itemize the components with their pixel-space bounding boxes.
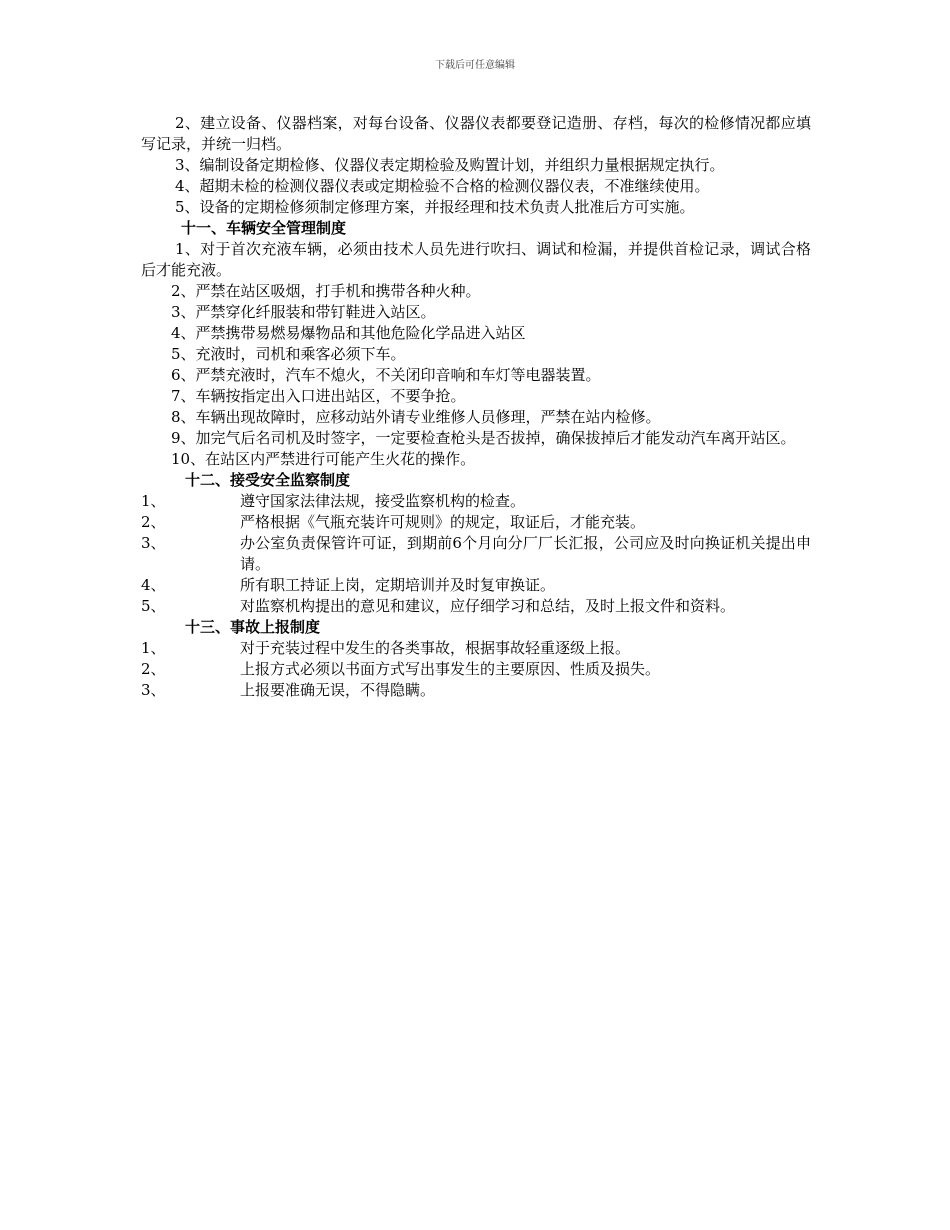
list-item [141, 491, 811, 512]
item-number: 3、 [141, 681, 166, 699]
page-header: 下载后可任意编辑 [435, 60, 515, 71]
item-text: 办公室负责保管许可证，到期前6个月向分厂厂长汇报，公司应及时向换证机关提出申请。 [240, 534, 811, 573]
item-text: 对监察机构提出的意见和建议，应仔细学习和总结，及时上报文件和资料。 [240, 597, 736, 615]
item-text: 上报方式必须以书面方式写出事发生的主要原因、性质及损失。 [240, 660, 661, 678]
list-item: 5、充液时，司机和乘客必须下车。 [171, 345, 406, 363]
item-number: 3、 [141, 534, 166, 552]
item-number: 4、 [141, 576, 166, 594]
list-item [141, 638, 811, 659]
item-number: 2、 [141, 513, 166, 531]
list-item: 7、车辆按指定出入口进出站区，不要争抢。 [171, 387, 466, 405]
item-number: 2、 [141, 660, 166, 678]
list-item [141, 659, 811, 680]
item-text: 所有职工持证上岗，定期培训并及时复审换证。 [240, 576, 556, 594]
paragraph: 3、编制设备定期检修、仪器仪表定期检验及购置计划，并组织力量根据规定执行。 [175, 156, 725, 174]
list-item: 4、严禁携带易燃易爆物品和其他危险化学品进入站区 [171, 324, 526, 342]
paragraph: 5、设备的定期检修须制定修理方案，并报经理和技术负责人批准后方可实施。 [175, 198, 695, 216]
list-item: 1、对于首次充液车辆，必须由技术人员先进行吹扫、调试和检漏，并提供首检记录，调试合格后才能充液。 [141, 240, 811, 279]
list-item: 8、车辆出现故障时，应移动站外请专业维修人员修理，严禁在站内检修。 [171, 408, 661, 426]
list-item [141, 533, 811, 575]
list-item: 10、在站区内严禁进行可能产生火花的操作。 [171, 450, 476, 468]
list-item: 6、严禁充液时，汽车不熄火，不关闭印音响和车灯等电器装置。 [171, 366, 601, 384]
item-text: 严格根据《气瓶充装许可规则》的规定，取证后，才能充装。 [240, 513, 646, 531]
list-item: 2、严禁在站区吸烟，打手机和携带各种火种。 [171, 282, 481, 300]
item-text: 遵守国家法律法规，接受监察机构的检查。 [240, 492, 526, 510]
paragraph: 4、超期未检的检测仪器仪表或定期检验不合格的检测仪器仪表，不准继续使用。 [175, 177, 710, 195]
list-item [141, 596, 811, 617]
item-number: 1、 [141, 639, 166, 657]
list-item [141, 575, 811, 596]
paragraph: 2、建立设备、仪器档案，对每台设备、仪器仪表都要登记造册、存档，每次的检修情况都应填写记录，并统一归档。 [141, 114, 811, 153]
section-heading: 十三、事故上报制度 [185, 618, 321, 636]
list-item: 9、加完气后名司机及时签字，一定要检查枪头是否拔掉，确保拔掉后才能发动汽车离开站区。 [171, 429, 796, 447]
section-heading: 十一、车辆安全管理制度 [181, 219, 347, 237]
list-item: 3、严禁穿化纤服装和带钉鞋进入站区。 [171, 303, 436, 321]
item-text: 对于充装过程中发生的各类事故，根据事故轻重逐级上报。 [240, 639, 631, 657]
list-item [141, 680, 811, 701]
item-text: 上报要准确无误，不得隐瞒。 [240, 681, 436, 699]
document-body [141, 113, 811, 701]
item-number: 5、 [141, 597, 166, 615]
list-item [141, 512, 811, 533]
section-heading: 十二、接受安全监察制度 [185, 471, 351, 489]
item-number: 1、 [141, 492, 166, 510]
